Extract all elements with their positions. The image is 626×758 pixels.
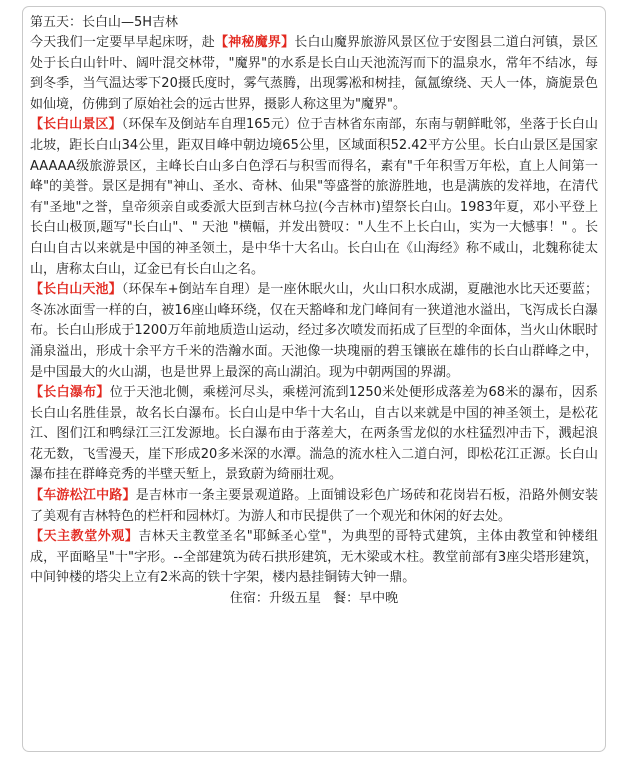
section-text: 是吉林市一条主要景观道路。上面铺设彩色广场砖和花岗岩石板，沿路外侧安装了美观有吉林特色的栏杆和园林灯。为游人和市民提供了一个观光和休闲的好去处。 bbox=[30, 488, 598, 524]
section-changbai-scenic-area bbox=[30, 115, 598, 280]
lodging-info: 住宿：升级五星 bbox=[229, 591, 321, 607]
section-label: 【长白山景区】 bbox=[30, 117, 122, 133]
footer-info bbox=[30, 589, 598, 609]
section-label: 【神秘魔界】 bbox=[215, 35, 295, 50]
section-heavenly-lake bbox=[30, 280, 598, 383]
section-label: 【长白山天池】 bbox=[30, 282, 122, 298]
section-text: （环保车+倒站车自理）是一座休眠火山，火山口积水成湖，夏融池水比天还要蓝；冬冻冰面雪一样的白，被16座山峰环绕，仅在天豁峰和龙门峰间有一狭道池水溢出，飞泻成长白瀑布。长白山形成于1200万年前地质造山运动，经过多次喷发而拓成了巨型的伞面体，当火山休眠时涌泉溢出，形成十余平方千米的浩瀚水面。天池像一块瑰丽的碧玉镶嵌在雄伟的长白山群峰之中，是中国最大的火山湖，也是世界上最深的高山湖泊。现为中朝两国的界湖。 bbox=[30, 282, 598, 380]
section-text-before: 今天我们一定要早早起床呀，赴 bbox=[30, 35, 215, 50]
section-text: （环保车及倒站车自理165元）位于吉林省东南部，东南与朝鲜毗邻，坐落于长白山北坡，距长白山34公里，距双目峰中朝边境65公里，区域面积52.42平方公里。长白山景区是国家AAAAA级旅游景区，主峰长白山多白色浮石与积雪而得名，素有"千年积雪万年松，直上人间第一峰"的美誉。景区是拥有"神山、圣水、奇林、仙果"等盛誉的旅游胜地，也是满族的发祥地，在清代有"圣地"之誉，皇帝须亲自或委派大臣到吉林乌拉(今吉林市)望祭长白山。1983年夏，邓小平登上长白山极顶,题写"长白山"、" 天池 "横幅，并发出赞叹："人生不上长白山，实为一大憾事！" 。长白山自古以来就是中国的神圣领土，是中华十大名山。长白山在《山海经》称不咸山，北魏称徒太山，唐称太白山，辽金已有长白山之名。 bbox=[30, 117, 598, 277]
day-title: 第五天：长白山—5H吉林 bbox=[30, 15, 179, 30]
section-text: 位于天池北侧，乘槎河尽头，乘槎河流到1250米处便形成落差为68米的瀑布，因系长白山名胜佳景，故名长白瀑布。长白山是中华十大名山，自古以来就是中国的神圣领土，是松花江、图们江和鸭绿江三江发源地。长白瀑布由于落差大，在两条雪龙似的水柱猛烈冲击下，溅起浪花无数，飞雪漫天，崖下形成20多米深的水潭。湍急的流水柱入二道白河，即松花江正源。长白山瀑布挂在群峰竞秀的半壁天堑上，景致蔚为绮丽壮观。 bbox=[30, 385, 598, 483]
section-catholic-church bbox=[30, 527, 598, 589]
section-mystery-realm bbox=[30, 33, 598, 115]
section-label: 【车游松江中路】 bbox=[30, 488, 136, 504]
meals-info: 餐：早中晚 bbox=[333, 591, 399, 607]
section-label: 【长白瀑布】 bbox=[30, 385, 110, 401]
section-songjiang-road bbox=[30, 486, 598, 527]
section-changbai-waterfall bbox=[30, 383, 598, 486]
section-text: 长白山魔界旅游风景区位于安图县二道白河镇，景区处于长白山针叶、阔叶混交林带，"魔界"的水系是长白山天池流泻而下的温泉水，常年不结冰，每到冬季，当气温达零下20摄氏度时，雾气蒸腾，出现雾凇和树挂，氤氲缭绕、天人一体，旖旎景色如仙境，仿佛到了原始社会的远古世界，摄影人称这里为"魔界"。 bbox=[30, 35, 598, 112]
section-text: 吉林天主教堂圣名"耶稣圣心堂"，为典型的哥特式建筑，主体由教堂和钟楼组成，平面略呈"十"字形。--全部建筑为砖石拱形建筑，无木梁或木柱。教堂前部有3座尖塔形建筑，中间钟楼的塔尖上立有2米高的铁十字架，楼内悬挂铜铸大钟一鼎。 bbox=[30, 529, 598, 586]
itinerary-card bbox=[22, 6, 606, 752]
section-label: 【天主教堂外观】 bbox=[30, 529, 139, 545]
